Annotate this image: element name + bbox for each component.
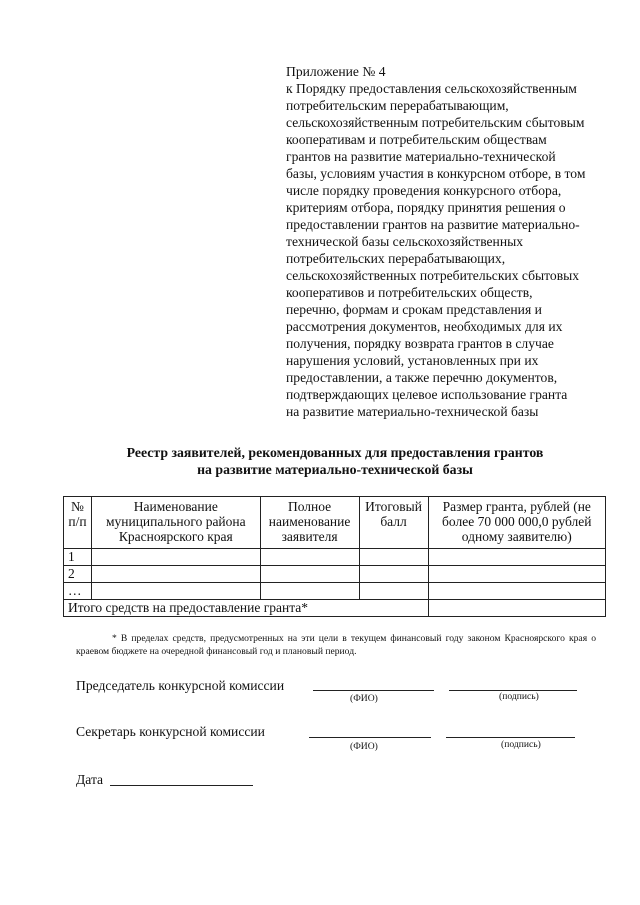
district-cell (91, 549, 260, 566)
appendix-line: критериям отбора, порядку принятия решения о (286, 200, 566, 215)
table-total-row (64, 600, 606, 617)
date-label: Дата (76, 772, 104, 787)
district-cell (91, 566, 260, 583)
appendix-line: потребительских перерабатывающих, (286, 251, 506, 266)
appendix-line: перечню, формам и срокам представления и (286, 302, 542, 317)
chairman-signature-caption: (подпись) (499, 691, 539, 702)
appendix-line: кооперативам и потребительским обществам (286, 132, 547, 147)
table-row (64, 566, 606, 583)
district-cell (91, 583, 260, 600)
appendix-line: числе порядку проведения конкурсного отбора, (286, 183, 562, 198)
registry-title-line: Реестр заявителей, рекомендованных для предоставления грантов (126, 445, 544, 460)
score-cell (359, 566, 428, 583)
chairman-fio-line (313, 690, 434, 691)
appendix-line: рассмотрения документов, необходимых для их (286, 319, 563, 334)
column-header-number: № п/п (64, 497, 92, 549)
secretary-signature-line (446, 737, 575, 738)
applicant-cell (260, 549, 359, 566)
appendix-line: подтверждающих целевое использование гранта (286, 387, 568, 402)
column-header-district: Наименование муниципального района Красноярского края (91, 497, 260, 549)
appendix-line: базы, условиям участия в конкурсном отборе, в том (286, 166, 586, 181)
column-header-score: Итоговый балл (359, 497, 428, 549)
registry-title (70, 444, 600, 478)
appendix-block (286, 63, 616, 420)
secretary-signature-caption: (подпись) (501, 739, 541, 750)
appendix-line: технической базы сельскохозяйственных (286, 234, 524, 249)
applicant-cell (260, 583, 359, 600)
grant-amount-cell (428, 583, 605, 600)
chairman-fio-caption: (ФИО) (350, 693, 378, 704)
column-header-applicant: Полное наименование заявителя (260, 497, 359, 549)
total-label: Итого средств на предоставление гранта* (64, 600, 429, 617)
table-row (64, 583, 606, 600)
row-number: … (64, 583, 92, 600)
row-number: 2 (64, 566, 92, 583)
appendix-line: предоставлении грантов на развитие материально- (286, 217, 580, 232)
total-amount-cell (428, 600, 605, 617)
registry-title-line: на развитие материально-технической базы (197, 462, 473, 477)
table-row (64, 549, 606, 566)
appendix-line: грантов на развитие материально-технической (286, 149, 556, 164)
footnote: * В пределах средств, предусмотренных на эти цели в текущем финансовый году законом Красноярского края о краевом бюджете на очередной финансовый год и плановый период. (76, 633, 596, 657)
appendix-line: предоставлении, а также перечню документов, (286, 370, 558, 385)
appendix-line: сельскохозяйственным потребительским сбытовым (286, 115, 585, 130)
row-number: 1 (64, 549, 92, 566)
appendix-number: Приложение № 4 (286, 64, 386, 79)
chairman-label: Председатель конкурсной комиссии (76, 678, 285, 693)
appendix-line: к Порядку предоставления сельскохозяйственным (286, 81, 577, 96)
appendix-line: получения, порядку возврата грантов в случае (286, 336, 554, 351)
table-header-row (64, 497, 606, 549)
appendix-line: на развитие материально-технической базы (286, 404, 539, 419)
appendix-line: потребительским перерабатывающим, (286, 98, 509, 113)
score-cell (359, 549, 428, 566)
applicants-registry-table (63, 496, 606, 617)
score-cell (359, 583, 428, 600)
date-line (110, 785, 253, 786)
appendix-line: сельскохозяйственных потребительских сбытовых (286, 268, 580, 283)
secretary-fio-line (309, 737, 431, 738)
grant-amount-cell (428, 566, 605, 583)
appendix-line: нарушения условий, установленных при их (286, 353, 539, 368)
secretary-fio-caption: (ФИО) (350, 741, 378, 752)
appendix-line: кооперативов и потребительских обществ, (286, 285, 533, 300)
applicant-cell (260, 566, 359, 583)
secretary-label: Секретарь конкурсной комиссии (76, 724, 265, 739)
grant-amount-cell (428, 549, 605, 566)
column-header-grant-amount: Размер гранта, рублей (не более 70 000 000,0 рублей одному заявителю) (428, 497, 605, 549)
